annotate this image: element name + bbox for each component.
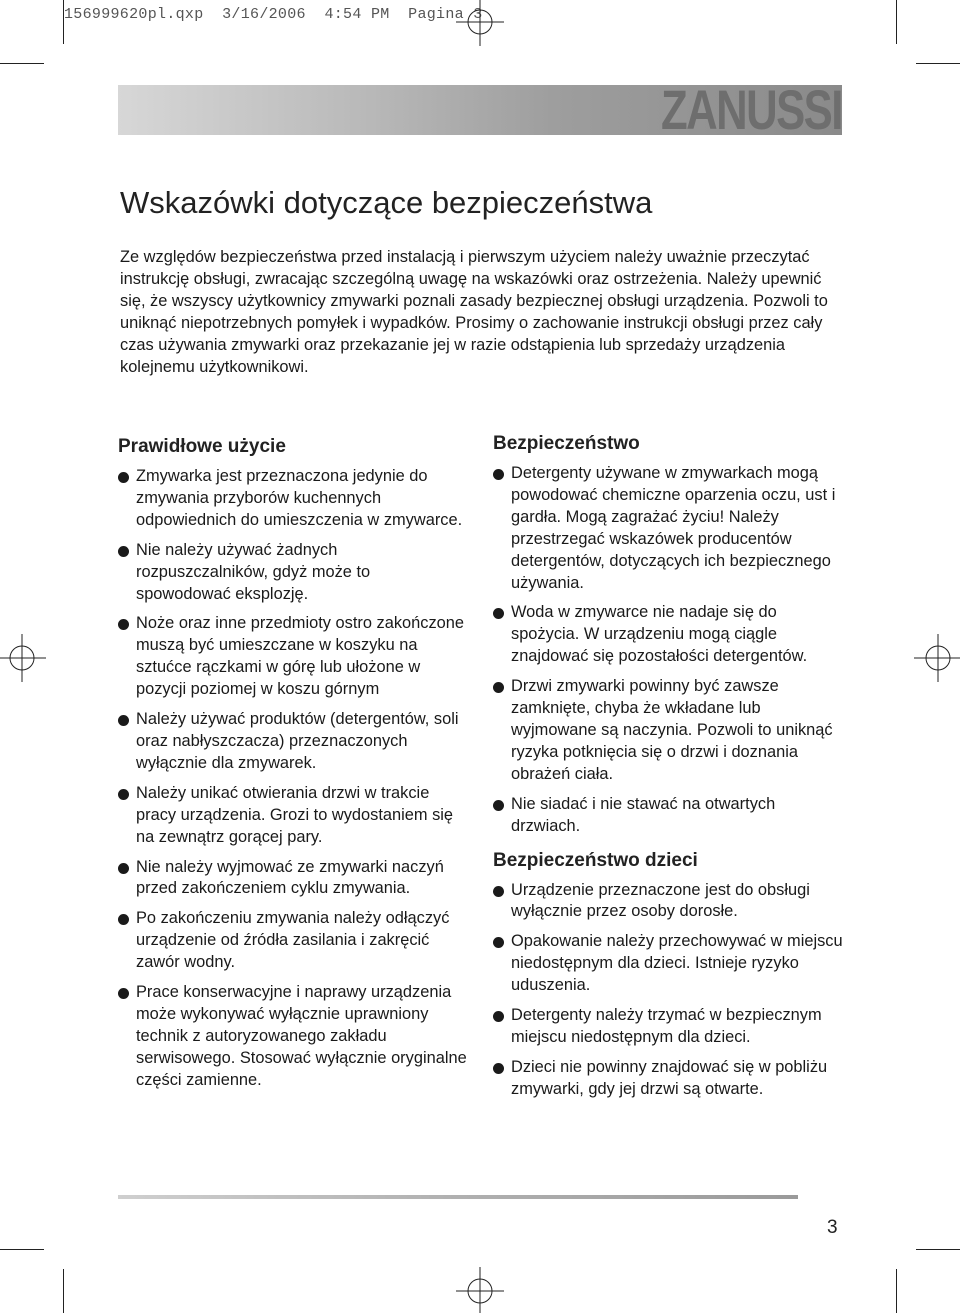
bullet-icon [118,715,129,726]
bullet-icon [118,472,129,483]
list-item-text: Urządzenie przeznaczone jest do obsługi wyłącznie przez osoby dorosłe. [511,880,810,921]
list-item [493,931,843,997]
list-item [118,908,468,974]
bullet-icon [493,608,504,619]
bullet-icon [118,546,129,557]
list-item [493,676,843,786]
list-item [118,783,468,849]
registration-mark-right-icon [914,634,960,682]
list-item [118,709,468,775]
list-item [118,982,468,1092]
list-item-text: Detergenty używane w zmywarkach mogą powodować chemiczne oparzenia oczu, ust i gardła. Mogą zagrażać życiu! Należy przestrzegać wskazówek producentów detergentów, dotyczących ich bezpiecznego używania. [511,464,836,592]
bullet-icon [493,800,504,811]
list-item [118,857,468,901]
list-item [493,463,843,594]
safety-column [493,433,843,1109]
brand-logo: ZANUSSI [661,78,842,141]
bullet-icon [118,863,129,874]
list-item-text: Dzieci nie powinny znajdować się w pobliżu zmywarki, gdy jej drzwi są otwarte. [511,1057,828,1098]
bullet-icon [493,886,504,897]
bullet-icon [493,937,504,948]
list-item-text: Nie siadać i nie stawać na otwartych drzwiach. [511,794,776,835]
list-item [493,880,843,924]
registration-mark-top-icon [456,0,504,46]
list-item [493,1005,843,1049]
bullet-icon [118,914,129,925]
section-heading: Bezpieczeństwo [493,433,640,454]
intro-paragraph: Ze względów bezpieczeństwa przed instalacją i pierwszym użyciem należy uważnie przeczytać instrukcję obsługi, zwracając szczególną uwagę na wskazówki oraz ostrzeżenia. Należy upewnić się, że wszyscy użytkownicy zmywarki poznali zasady bezpiecznej obsługi urządzenia. Pozwoli to uniknąć niepotrzebnych pomyłek i wypadków. Prosimy o zachowanie instrukcji obsługi przez cały czas używania zmywarki oraz przekazanie jej w razie odstąpienia lub sprzedaży urządzenia kolejnemu użytkownikowi. [120,248,828,376]
list-item-text: Należy używać produktów (detergentów, soli oraz nabłyszczacza) przeznaczonych wyłącznie dla zmywarek. [136,710,459,772]
proper-use-section [118,436,468,1100]
registration-mark-left-icon [0,634,46,682]
list-item-text: Nie należy używać żadnych rozpuszczalników, gdyż może to spowodować eksplozję. [136,540,371,603]
list-item-text: Woda w zmywarce nie nadaje się do spożycia. W urządzeniu mogą ciągle znajdować się pozostałości detergentów. [511,603,808,666]
page-title: Wskazówki dotyczące bezpieczeństwa [120,185,653,220]
footer-rule [118,1195,798,1199]
list-item [118,466,468,532]
list-item-text: Noże oraz inne przedmioty ostro zakończone muszą być umieszczane w koszyku na sztućce rączkami w górę lub ułożone w pozycji poziomej w koszu górnym [136,614,464,699]
list-item [493,794,843,838]
bullet-icon [118,988,129,999]
list-item-text: Drzwi zmywarki powinny być zawsze zamknięte, chyba że wkładane lub wyjmowane są naczynia. Pozwoli to uniknąć ryzyka potknięcia się o drzwi i doznania obrażeń ciała. [511,677,833,783]
list-item-text: Zmywarka jest przeznaczona jedynie do zmywania przyborów kuchennych odpowiednich do umieszczenia w zmywarce. [136,467,463,529]
list-item [118,540,468,606]
print-slug: 156999620pl.qxp 3/16/2006 4:54 PM Pagina 3 [64,6,483,23]
bullet-icon [493,682,504,693]
list-item-text: Opakowanie należy przechowywać w miejscu niedostępnym dla dzieci. Istnieje ryzyko uduszenia. [511,932,843,995]
list-item-text: Detergenty należy trzymać w bezpiecznym miejscu niedostępnym dla dzieci. [511,1006,822,1046]
bullet-icon [118,789,129,800]
section-heading: Prawidłowe użycie [118,436,286,457]
list-item [493,1057,843,1101]
registration-mark-bottom-icon [456,1267,504,1313]
list-item-text: Należy unikać otwierania drzwi w trakcie pracy urządzenia. Grozi to wydostaniem się na zewnątrz gorącej pary. [136,783,454,846]
list-item-text: Po zakończeniu zmywania należy odłączyć urządzenie od źródła zasilania i zakręcić zawór wodny. [136,909,450,972]
list-item-text: Nie należy wyjmować ze zmywarki naczyń przed zakończeniem cyklu zmywania. [136,857,444,898]
list-item-text: Prace konserwacyjne i naprawy urządzenia może wykonywać wyłącznie uprawniony technik z autoryzowanego zakładu serwisowego. Stosować wyłącznie oryginalne części zamienne. [136,983,467,1089]
list-item [493,602,843,668]
bullet-icon [493,1063,504,1074]
list-item [118,613,468,701]
section-heading: Bezpieczeństwo dzieci [493,849,698,871]
page-number: 3 [827,1217,838,1238]
bullet-icon [118,619,129,630]
bullet-icon [493,1011,504,1022]
bullet-icon [493,469,504,480]
